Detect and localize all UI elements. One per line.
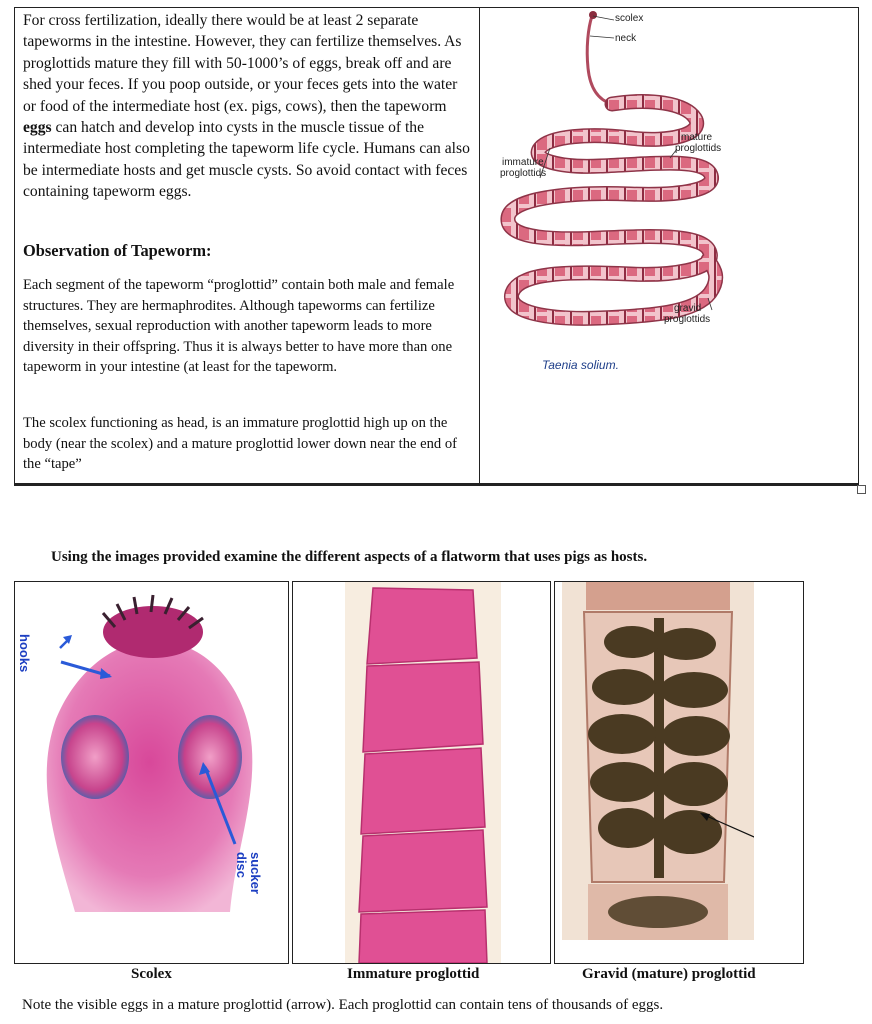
caption-immature: Immature proglottid (347, 966, 480, 982)
caption-gravid: Gravid (mature) proglottid (582, 966, 756, 982)
note-text: Note the visible eggs in a mature proglottid (arrow). Each proglottid can contain tens of thousands of eggs. (22, 997, 664, 1013)
scolex-head (589, 11, 597, 19)
label-immature: immature proglottids (500, 157, 547, 179)
caption-scolex: Scolex (131, 966, 172, 982)
label-hooks: hooks (17, 634, 32, 673)
label-neck: neck (615, 33, 637, 44)
species-label: Taenia solium. (542, 358, 619, 372)
intro-paragraph (23, 10, 473, 203)
intro-bold-eggs: eggs (23, 119, 52, 137)
intro-text-2: can hatch and develop into cysts in the muscle tissue of the intermediate host completing the tapeworm life cycle. Humans can also be intermediate hosts and get muscle cysts. So avoid contact with feces containing tapeworm eggs. (23, 119, 470, 201)
instruction-text: Using the images provided examine the different aspects of a flatworm that uses pigs as hosts. (51, 549, 648, 565)
immature-proglottid-image (345, 582, 501, 963)
scolex-image (15, 582, 288, 963)
label-sucker-disc: sucker disc (234, 852, 263, 894)
observation-heading: Observation of Tapeworm: (23, 241, 212, 260)
label-scolex: scolex (615, 13, 644, 24)
resize-handle[interactable] (857, 485, 866, 494)
label-gravid: gravid proglottids (664, 303, 711, 325)
gravid-proglottid-image (562, 582, 754, 940)
observation-paragraph: Each segment of the tapeworm “proglottid” contain both male and female structures. They are hermaphrodites. Although tapeworms can fertilize themselves, sexual reproduction with another tapeworm leads to more diversity in their offspring. Thus it is always better to have more than one tapeworm in your intestine (at least for the tapeworm. (23, 277, 455, 376)
intro-text-1: For cross fertilization, ideally there would be at least 2 separate tapeworms in the intestine. However, they can fertilize themselves. As proglottids mature they fill with 50-1000’s of eggs, break off and are shed your feces. If you poop outside, or your feces gets into the water or food of the intermediate host (ex. pigs, cows), then the tapeworm (23, 12, 462, 115)
tapeworm-diagram (480, 8, 858, 484)
label-mature: mature proglottids (675, 132, 722, 154)
scolex-paragraph: The scolex functioning as head, is an immature proglottid high up on the body (near the scolex) and a mature proglottid lower down near the end of the “tape” (23, 415, 458, 473)
